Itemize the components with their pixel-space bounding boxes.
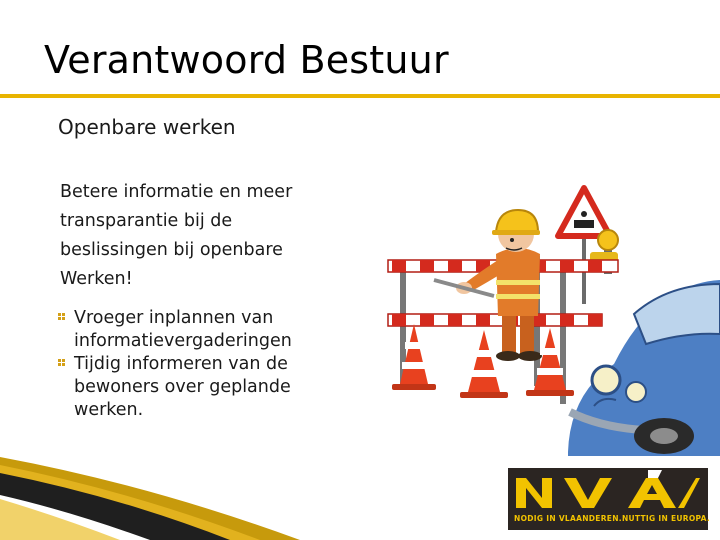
intro-line: transparantie bij de — [60, 211, 233, 231]
bullet-line: Vroeger inplannen van — [74, 308, 274, 328]
logo-letters — [508, 468, 708, 514]
bullet-icon — [58, 313, 66, 323]
bullet-list — [58, 307, 323, 422]
bullet-line: werken. — [74, 400, 144, 420]
bullet-item — [58, 307, 323, 353]
corner-swoosh-decoration — [0, 455, 310, 540]
bullet-line: informatievergaderingen — [74, 331, 292, 351]
intro-line: Werken! — [60, 269, 133, 289]
intro-line: beslissingen bij openbare — [60, 240, 283, 260]
logo-slogan: NODIG IN VLAANDEREN.NUTTIG IN EUROPA. — [514, 514, 711, 523]
bullet-line: Tijdig informeren van de — [74, 354, 288, 374]
intro-paragraph — [60, 178, 322, 294]
nva-logo — [508, 468, 711, 530]
slide-subtitle: Openbare werken — [58, 115, 236, 139]
title-underline — [0, 94, 720, 98]
bullet-line: bewoners over geplande — [74, 377, 291, 397]
slide-title: Verantwoord Bestuur — [44, 38, 449, 82]
bullet-item — [58, 353, 323, 422]
intro-line: Betere informatie en meer — [60, 182, 293, 202]
bullet-icon — [58, 359, 66, 369]
road-works-illustration — [384, 184, 720, 456]
